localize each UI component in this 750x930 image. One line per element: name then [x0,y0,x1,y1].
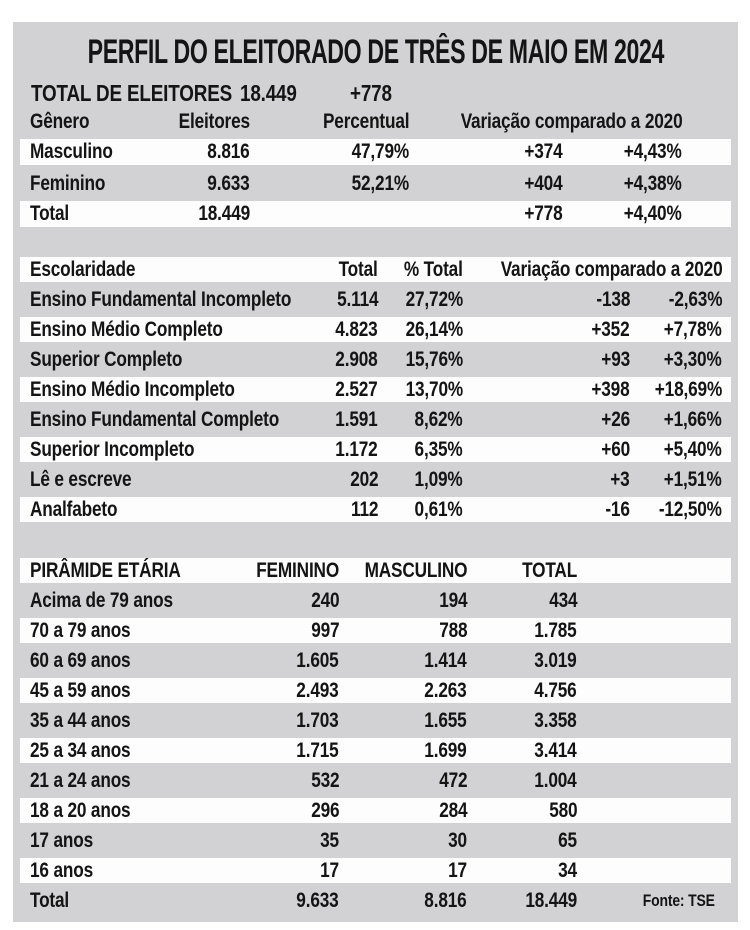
table-row [20,676,731,706]
variation-abs: +3 [610,468,630,491]
total-value: 3.019 [534,649,577,672]
education-table [20,255,731,525]
voters-value: 8.816 [207,140,250,163]
table-row [20,405,731,435]
percent-value: 6,35% [414,437,463,461]
variation-abs: +93 [601,348,630,371]
male-value: 472 [438,769,467,792]
table-row [20,706,731,736]
col-header: Gênero [30,109,90,133]
col-header: Percentual [322,109,409,133]
total-value: 3.358 [534,709,577,732]
row-label: Ensino Fundamental Incompleto [30,288,292,311]
row-label: 35 a 44 anos [30,709,131,732]
table-row [20,736,731,766]
variation-pct: +4,38% [624,171,682,195]
row-label: Lê e escreve [30,468,132,491]
table-row [20,285,731,315]
total-value: 1.004 [534,769,577,792]
total-value: 580 [548,798,577,822]
row-label: 18 a 20 anos [30,798,131,822]
row-label: 60 a 69 anos [30,649,131,672]
male-value: 2.263 [424,678,467,702]
total-voters-label: TOTAL DE ELEITORES [31,79,233,106]
male-value: 1.699 [424,738,467,762]
percent-value: 8,62% [414,408,463,431]
variation-abs: +352 [591,317,630,341]
row-label: Total [30,889,70,912]
female-value: 997 [310,618,339,642]
table-row [20,345,731,375]
table-row [20,168,731,199]
age-header-row [20,556,731,586]
female-value: 1.715 [296,738,339,762]
total-voters-row [13,78,738,108]
total-value: 4.756 [534,678,577,702]
education-header-row [20,255,731,285]
variation-pct: -12,50% [659,497,722,521]
total-value: 112 [350,497,378,521]
table-row [20,826,731,856]
total-value: 2.527 [335,377,378,401]
gender-table [20,106,731,230]
male-value: 8.816 [424,889,467,912]
total-value: 34 [558,858,577,882]
total-value: 18.449 [525,889,577,912]
variation-abs: +26 [601,408,630,431]
row-label: 25 a 34 anos [30,738,131,762]
row-label: Ensino Médio Incompleto [30,377,235,401]
variation-pct: +1,51% [664,468,722,491]
row-label: 45 a 59 anos [30,678,131,702]
col-header: Escolaridade [30,257,136,281]
row-label: Feminino [30,171,106,195]
col-header: Eleitores [178,109,250,133]
variation-pct: +4,40% [624,202,682,225]
table-row [20,435,731,465]
total-voters-variation: +778 [350,79,392,106]
voters-value: 18.449 [198,202,250,225]
row-label: Ensino Médio Completo [30,317,223,341]
variation-pct: +4,43% [624,140,682,163]
table-total-row [20,886,731,916]
table-row [20,586,731,616]
gender-header-row [20,106,731,137]
total-value: 1.785 [534,618,577,642]
female-value: 2.493 [296,678,339,702]
table-row [20,616,731,646]
table-row [20,199,731,230]
table-row [20,465,731,495]
female-value: 1.703 [296,709,339,732]
total-voters-value: 18.449 [240,79,297,106]
total-value: 1.591 [335,408,378,431]
female-value: 296 [310,798,339,822]
female-value: 17 [320,858,339,882]
variation-abs: +404 [524,171,563,195]
info-panel [13,22,738,922]
source-credit: Fonte: TSE [643,891,715,910]
male-value: 1.655 [424,709,467,732]
total-value: 3.414 [534,738,577,762]
table-row [20,137,731,168]
table-row [20,856,731,886]
table-row [20,315,731,345]
total-value: 5.114 [336,288,378,311]
total-value: 65 [558,829,577,852]
variation-abs: +60 [601,437,630,461]
col-header: FEMININO [256,558,339,582]
row-label: 17 anos [30,829,93,852]
page-title: PERFIL DO ELEITORADO DE TRÊS DE MAIO EM 2024 [87,32,664,71]
percent-value: 1,09% [414,468,463,491]
male-value: 284 [438,798,467,822]
male-value: 1.414 [424,649,467,672]
col-header: Total [338,257,378,281]
col-header: Variação comparado a 2020 [460,109,682,133]
variation-pct: +7,78% [664,317,722,341]
table-row [20,766,731,796]
percent-value: 52,21% [351,171,409,195]
table-row [20,646,731,676]
percent-value: 47,79% [351,140,409,163]
female-value: 35 [320,829,339,852]
total-value: 202 [349,468,378,491]
row-label: Superior Incompleto [30,437,195,461]
row-label: Analfabeto [30,497,118,521]
male-value: 788 [438,618,467,642]
total-value: 2.908 [335,348,378,371]
variation-pct: +5,40% [664,437,722,461]
variation-pct: +18,69% [654,377,722,401]
col-header: PIRÂMIDE ETÁRIA [30,558,181,582]
female-value: 532 [310,769,339,792]
variation-abs: +374 [524,140,563,163]
row-label: 70 a 79 anos [30,618,131,642]
table-row [20,495,731,525]
row-label: Total [30,202,70,225]
col-header: % Total [404,257,463,281]
female-value: 1.605 [296,649,339,672]
total-value: 4.823 [335,317,378,341]
variation-abs: -138 [596,288,630,311]
table-row [20,796,731,826]
male-value: 17 [448,858,467,882]
variation-pct: -2,63% [668,288,722,311]
variation-pct: +3,30% [664,348,722,371]
variation-abs: +398 [591,377,630,401]
variation-pct: +1,66% [664,408,722,431]
row-label: 21 a 24 anos [30,769,131,792]
table-row [20,375,731,405]
female-value: 240 [310,589,339,612]
percent-value: 15,76% [405,348,463,371]
variation-abs: +778 [524,202,563,225]
col-header: MASCULINO [364,558,467,582]
percent-value: 27,72% [405,288,463,311]
voters-value: 9.633 [207,171,250,195]
row-label: 16 anos [30,858,93,882]
row-label: Acima de 79 anos [30,589,173,612]
col-header: TOTAL [522,558,577,582]
total-value: 434 [548,589,577,612]
male-value: 30 [448,829,467,852]
percent-value: 26,14% [405,317,463,341]
age-pyramid-table [20,556,731,916]
col-header: Variação comparado a 2020 [500,257,722,281]
variation-abs: -16 [605,497,630,521]
total-value: 1.172 [335,437,378,461]
male-value: 194 [438,589,467,612]
percent-value: 0,61% [414,497,463,521]
row-label: Masculino [30,140,113,163]
row-label: Ensino Fundamental Completo [30,408,280,431]
percent-value: 13,70% [405,377,463,401]
row-label: Superior Completo [30,348,183,371]
female-value: 9.633 [296,889,339,912]
